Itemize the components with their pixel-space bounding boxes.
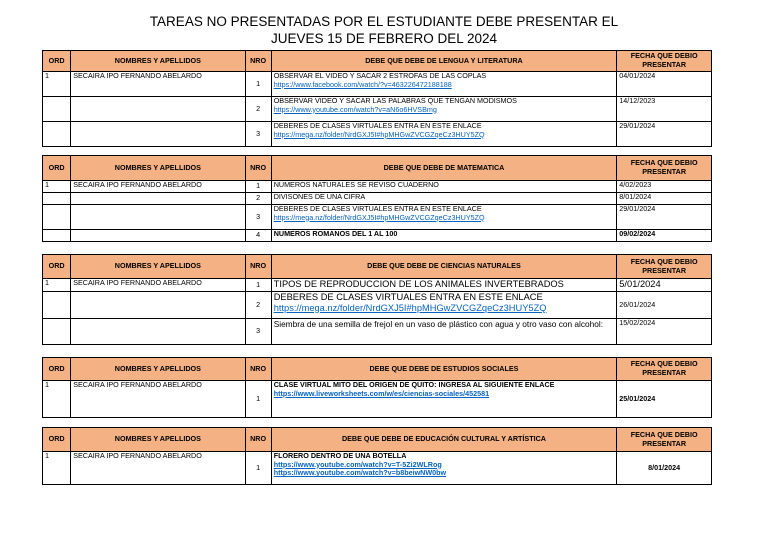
header-ord: ORD <box>43 255 71 279</box>
task-link[interactable]: https://www.facebook.com/watch/?v=463226472188188 <box>273 79 452 89</box>
table-row <box>43 452 712 485</box>
header-names: NOMBRES Y APELLIDOS <box>71 156 245 181</box>
header-nro: NRO <box>245 428 271 452</box>
task-text: CLASE VIRTUAL MITO DEL ORIGEN DE QUITO: INGRESA AL SIGUIENTE ENLACE <box>273 380 555 389</box>
task-link[interactable]: https://www.youtube.com/watch?v=T-5Zi2WLRog <box>273 459 442 469</box>
cell-ord: 1 <box>43 381 71 418</box>
cell-student <box>71 193 245 205</box>
header-date: FECHA QUE DEBIO PRESENTAR <box>617 156 712 181</box>
cell-date: 04/01/2024 <box>617 72 712 97</box>
table-row <box>43 181 712 193</box>
table-row <box>43 97 712 122</box>
table-ciencias-naturales <box>42 254 712 345</box>
task-link[interactable]: https://www.youtube.com/watch?v=aN6o6HVSBmg <box>273 104 437 114</box>
header-ord: ORD <box>43 156 71 181</box>
cell-task <box>271 205 617 230</box>
task-link[interactable]: https://mega.nz/folder/NrdGXJ5I#hpMHGwZVCGZqeCz3HUY5ZQ <box>273 129 485 139</box>
cell-date: 29/01/2024 <box>617 122 712 147</box>
title-line-2: JUEVES 15 DE FEBRERO DEL 2024 <box>270 31 498 46</box>
header-ord: ORD <box>43 51 71 72</box>
cell-ord <box>43 193 71 205</box>
cell-date: 5/01/2024 <box>617 279 712 292</box>
cell-task: TIPOS DE REPRODUCCION DE LOS ANIMALES INVERTEBRADOS <box>271 279 617 292</box>
header-ord: ORD <box>43 428 71 452</box>
cell-ord: 1 <box>43 72 71 97</box>
header-subject: DEBE QUE DEBE DE CIENCIAS NATURALES <box>271 255 617 279</box>
cell-student <box>71 292 245 319</box>
header-subject: DEBE QUE DEBE DE MATEMATICA <box>271 156 617 181</box>
cell-task: NUMEROS NATURALES SE REVISO CUADERNO <box>271 181 617 193</box>
table-row <box>43 292 712 319</box>
cell-task: NUMEROS ROMANOS DEL 1 AL 100 <box>271 230 617 242</box>
header-names: NOMBRES Y APELLIDOS <box>71 255 245 279</box>
cell-date: 15/02/2024 <box>617 319 712 345</box>
table-row <box>43 319 712 345</box>
cell-student: SECAIRA IPO FERNANDO ABELARDO <box>71 181 245 193</box>
cell-task <box>271 97 617 122</box>
cell-date: 8/01/2024 <box>617 452 712 485</box>
cell-date: 4/02/2023 <box>617 181 712 193</box>
cell-date: 09/02/2024 <box>617 230 712 242</box>
cell-task <box>271 292 617 319</box>
cell-nro: 3 <box>245 205 271 230</box>
cell-student <box>71 319 245 345</box>
header-date: FECHA QUE DEBIO PRESENTAR <box>617 255 712 279</box>
table-row <box>43 205 712 230</box>
cell-ord <box>43 122 71 147</box>
cell-nro: 2 <box>245 193 271 205</box>
task-link[interactable]: https://www.liveworksheets.com/w/es/ciencias-sociales/452581 <box>273 388 490 398</box>
cell-nro: 2 <box>245 97 271 122</box>
header-names: NOMBRES Y APELLIDOS <box>71 51 245 72</box>
cell-task <box>271 122 617 147</box>
cell-date: 26/01/2024 <box>617 292 712 319</box>
cell-ord: 1 <box>43 452 71 485</box>
cell-student: SECAIRA IPO FERNANDO ABELARDO <box>71 381 245 418</box>
table-header-row <box>43 51 712 72</box>
task-text: OBSERVAR EL VIDEO Y SACAR 2 ESTROFAS DE LAS COPLAS <box>273 71 487 80</box>
table-row <box>43 279 712 292</box>
header-ord: ORD <box>43 358 71 381</box>
cell-date: 14/12/2023 <box>617 97 712 122</box>
table-row <box>43 381 712 418</box>
cell-student: SECAIRA IPO FERNANDO ABELARDO <box>71 452 245 485</box>
header-subject: DEBE QUE DEBE DE EDUCACIÓN CULTURAL Y ARTÍSTICA <box>271 428 617 452</box>
cell-task: Siembra de una semilla de frejol en un vaso de plástico con agua y otro vaso con alcohol: <box>271 319 617 345</box>
table-row <box>43 230 712 242</box>
header-nro: NRO <box>245 51 271 72</box>
table-matematica <box>42 155 712 242</box>
header-date: FECHA QUE DEBIO PRESENTAR <box>617 358 712 381</box>
cell-ord <box>43 97 71 122</box>
title-line-1: TAREAS NO PRESENTADAS POR EL ESTUDIANTE DEBE PRESENTAR EL <box>149 14 619 29</box>
cell-nro: 2 <box>245 292 271 319</box>
cell-nro: 1 <box>245 72 271 97</box>
cell-ord <box>43 205 71 230</box>
table-row <box>43 72 712 97</box>
task-text: FLORERO DENTRO DE UNA BOTELLA <box>273 451 407 460</box>
cell-ord <box>43 230 71 242</box>
cell-date: 25/01/2024 <box>617 381 712 418</box>
table-row <box>43 122 712 147</box>
task-text: DEBERES DE CLASES VIRTUALES ENTRA EN ESTE ENLACE <box>273 292 543 302</box>
header-nro: NRO <box>245 156 271 181</box>
cell-ord: 1 <box>43 181 71 193</box>
cell-nro: 1 <box>245 381 271 418</box>
cell-student: SECAIRA IPO FERNANDO ABELARDO <box>71 279 245 292</box>
cell-student: SECAIRA IPO FERNANDO ABELARDO <box>71 72 245 97</box>
cell-task <box>271 72 617 97</box>
cell-student <box>71 97 245 122</box>
task-text: DEBERES DE CLASES VIRTUALES ENTRA EN ESTE ENLACE <box>273 121 482 130</box>
cell-nro: 3 <box>245 122 271 147</box>
cell-nro: 4 <box>245 230 271 242</box>
task-link[interactable]: https://mega.nz/folder/NrdGXJ5I#hpMHGwZVCGZqeCz3HUY5ZQ <box>273 302 547 313</box>
header-subject: DEBE QUE DEBE DE ESTUDIOS SOCIALES <box>271 358 617 381</box>
table-header-row <box>43 358 712 381</box>
cell-student <box>71 230 245 242</box>
cell-nro: 1 <box>245 452 271 485</box>
table-header-row <box>43 255 712 279</box>
header-names: NOMBRES Y APELLIDOS <box>71 428 245 452</box>
cell-ord: 1 <box>43 279 71 292</box>
cell-task: DIVISONES DE UNA CIFRA <box>271 193 617 205</box>
header-subject: DEBE QUE DEBE DE LENGUA Y LITERATURA <box>271 51 617 72</box>
table-estudios-sociales <box>42 357 712 418</box>
cell-date: 29/01/2024 <box>617 205 712 230</box>
header-nro: NRO <box>245 358 271 381</box>
cell-nro: 1 <box>245 279 271 292</box>
cell-student <box>71 122 245 147</box>
table-header-row <box>43 156 712 181</box>
cell-nro: 1 <box>245 181 271 193</box>
header-date: FECHA QUE DEBIO PRESENTAR <box>617 428 712 452</box>
cell-nro: 3 <box>245 319 271 345</box>
table-row <box>43 193 712 205</box>
cell-ord <box>43 292 71 319</box>
table-header-row <box>43 428 712 452</box>
table-educacion-cultural <box>42 427 712 485</box>
table-lengua <box>42 50 712 147</box>
header-date: FECHA QUE DEBIO PRESENTAR <box>617 51 712 72</box>
header-nro: NRO <box>245 255 271 279</box>
task-text: DEBERES DE CLASES VIRTUALES ENTRA EN ESTE ENLACE <box>273 204 482 213</box>
cell-task <box>271 452 617 485</box>
cell-date: 8/01/2024 <box>617 193 712 205</box>
task-link-2[interactable]: https://www.youtube.com/watch?v=b8beiwNW0bw <box>273 468 447 478</box>
cell-task <box>271 381 617 418</box>
cell-student <box>71 205 245 230</box>
header-names: NOMBRES Y APELLIDOS <box>71 358 245 381</box>
cell-ord <box>43 319 71 345</box>
task-link[interactable]: https://mega.nz/folder/NrdGXJ5I#hpMHGwZVCGZqeCz3HUY5ZQ <box>273 212 485 222</box>
task-text: OBSERVAR VIDEO Y SACAR LAS PALABRAS QUE TENGAN MODISMOS <box>273 96 517 105</box>
